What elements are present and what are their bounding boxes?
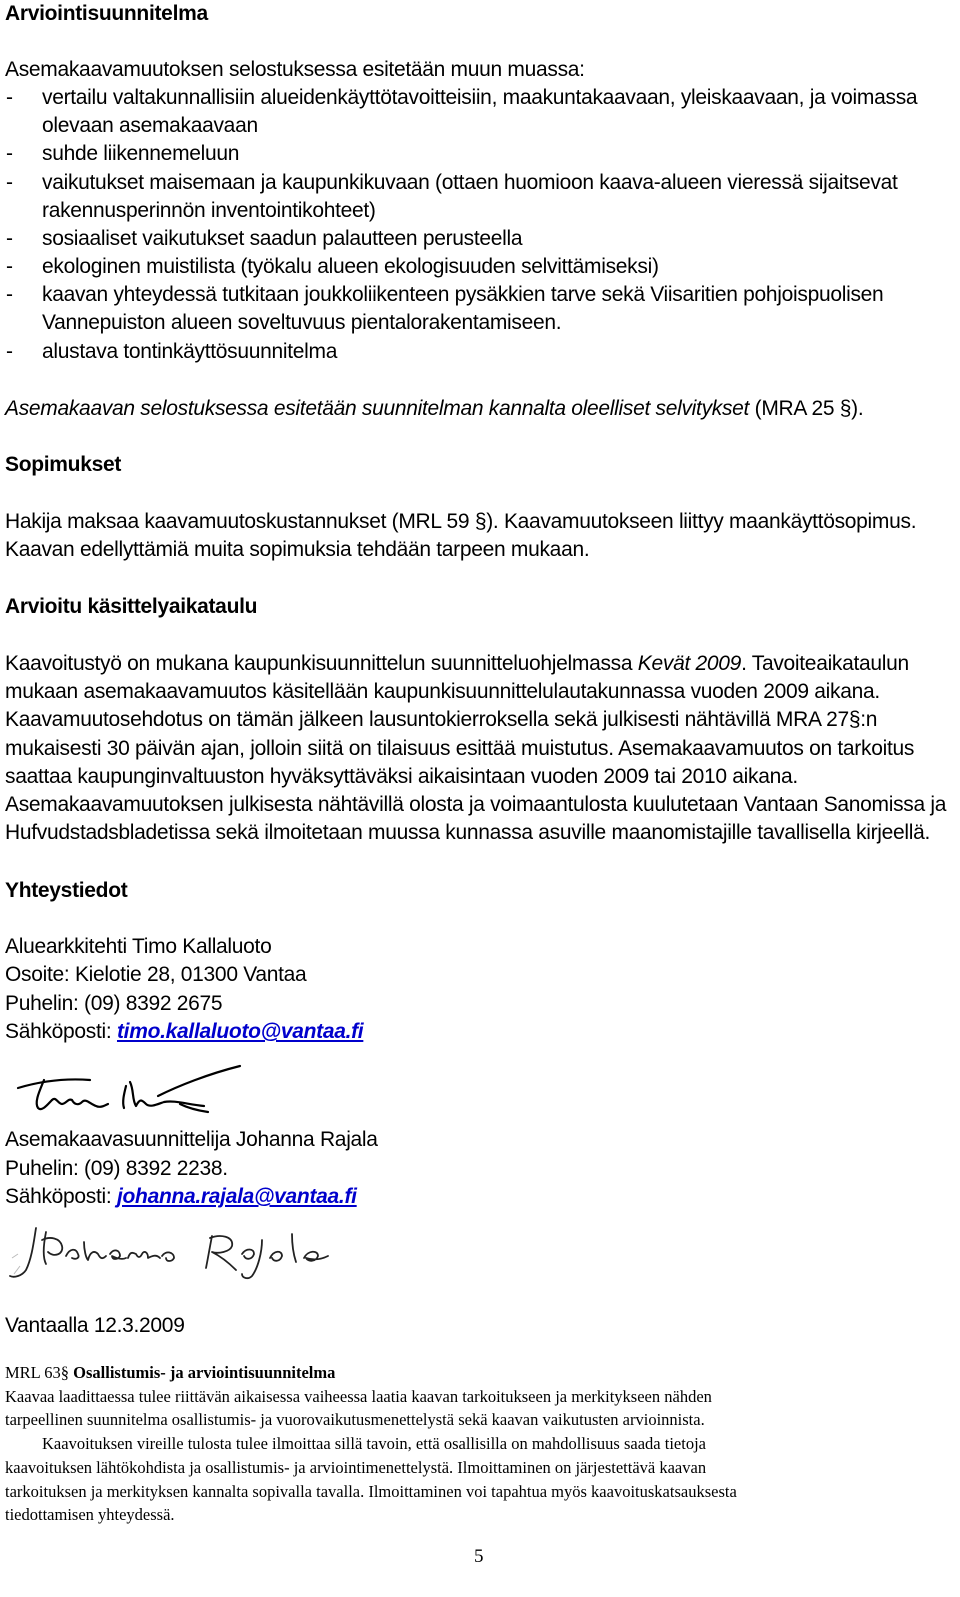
aikataulu-line1-end: . Tavoiteaikataulun	[741, 652, 909, 675]
contact1-phone: Puhelin: (09) 8392 2675	[5, 992, 223, 1015]
bullet-marker: -	[6, 340, 13, 363]
bullet-marker: -	[6, 171, 13, 194]
list-item-text: ekologinen muistilista (työkalu alueen ekologisuuden selvittämiseksi)	[42, 255, 659, 278]
signature-timo-kallaluoto	[8, 1060, 248, 1120]
footnote-reference: MRL 63§	[5, 1363, 74, 1382]
list-item-text: vaikutukset maisemaan ja kaupunkikuvaan (ottaen huomioon kaava-alueen vieressä sijaitsevat	[42, 171, 898, 194]
list-item-text: sosiaaliset vaikutukset saadun palautteen perusteella	[42, 227, 523, 250]
bullet-marker: -	[6, 227, 13, 250]
footnote-line: tarpeellinen suunnitelma osallistumis- ja vuorovaikutusmenettelystä sekä kaavan vaikutusten arvioinnista.	[5, 1410, 705, 1429]
list-item-text: rakennusperinnön inventointikohteet)	[42, 199, 376, 222]
list-item-text: Vannepuiston alueen soveltuvuus pientalorakentamiseen.	[42, 311, 562, 334]
list-item-text: vertailu valtakunnallisiin alueidenkäyttötavoitteisiin, maakuntakaavaan, yleiskaavaan, ja voimassa	[42, 86, 918, 109]
sopimukset-line: Hakija maksaa kaavamuutoskustannukset (MRL 59 §). Kaavamuutokseen liittyy maankäyttösopimus.	[5, 510, 917, 533]
contact2-email-label: Sähköposti:	[5, 1185, 117, 1208]
aikataulu-line: saattaa kaupunginvaltuuston hyväksyttäväksi aikaisintaan vuoden 2009 tai 2010 aikana.	[5, 765, 798, 788]
aikataulu-line	[5, 652, 909, 676]
bullet-marker: -	[6, 142, 13, 165]
bullet-marker: -	[6, 255, 13, 278]
contact1-email-label: Sähköposti:	[5, 1020, 117, 1043]
list-item-text: alustava tontinkäyttösuunnitelma	[42, 340, 338, 363]
aikataulu-line: Asemakaavamuutoksen julkisesta nähtävillä olosta ja voimaantulosta kuulutetaan Vantaan Sanomissa ja	[5, 793, 947, 816]
place-date: Vantaalla 12.3.2009	[5, 1314, 185, 1337]
page-title: Arviointisuunnitelma	[5, 2, 208, 25]
contact1-name: Aluearkkitehti Timo Kallaluoto	[5, 935, 272, 958]
list-item-text: suhde liikennemeluun	[42, 142, 240, 165]
signature-johanna-rajala	[6, 1218, 336, 1284]
contact1-email-row	[5, 1020, 363, 1044]
section-heading-yhteystiedot: Yhteystiedot	[5, 879, 128, 902]
contact2-phone: Puhelin: (09) 8392 2238.	[5, 1157, 228, 1180]
footnote-heading	[5, 1363, 335, 1383]
sopimukset-line: Kaavan edellyttämiä muita sopimuksia tehdään tarpeen mukaan.	[5, 538, 590, 561]
section-heading-sopimukset: Sopimukset	[5, 453, 122, 476]
contact2-email-row	[5, 1185, 357, 1209]
list-item-text: olevaan asemakaavaan	[42, 114, 258, 137]
footnote-line: kaavoituksen lähtökohdista ja osallistumis- ja arviointimenettelystä. Ilmoittaminen on järjestettävä kaavan	[5, 1458, 707, 1477]
page-number: 5	[474, 1546, 484, 1567]
selostus-italic: Asemakaavan selostuksessa esitetään suunnitelman kannalta oleelliset selvitykset	[5, 397, 750, 420]
selostus-paragraph	[5, 397, 863, 421]
contact2-name: Asemakaavasuunnittelija Johanna Rajala	[5, 1128, 378, 1151]
bullet-marker: -	[6, 86, 13, 109]
section-heading-aikataulu: Arvioitu käsittelyaikataulu	[5, 595, 258, 618]
bullet-marker: -	[6, 283, 13, 306]
contact2-email-link[interactable]: johanna.rajala@vantaa.fi	[116, 1185, 357, 1208]
footnote-line: tiedottamisen yhteydessä.	[5, 1505, 175, 1524]
aikataulu-line1-start: Kaavoitustyö on mukana kaupunkisuunnittelun suunnitteluohjelmassa	[5, 652, 638, 675]
list-item-text: kaavan yhteydessä tutkitaan joukkoliikenteen pysäkkien tarve sekä Viisaritien pohjoispuolisen	[42, 283, 884, 306]
selostus-reference: (MRA 25 §).	[749, 397, 864, 420]
footnote-line: Kaavaa laadittaessa tulee riittävän aikaisessa vaiheessa laatia kaavan tarkoitukseen ja merkitykseen nähden	[5, 1387, 712, 1406]
aikataulu-line1-italic: Kevät 2009	[637, 652, 742, 675]
footnote-title: Osallistumis- ja arviointisuunnitelma	[73, 1363, 336, 1382]
footnote-line: Kaavoituksen vireille tulosta tulee ilmoittaa sillä tavoin, että osallisilla on mahdollisuus saada tietoja	[42, 1434, 706, 1453]
intro-text: Asemakaavamuutoksen selostuksessa esitetään muun muassa:	[5, 58, 585, 81]
footnote-line: tarkoituksen ja merkityksen kannalta sopivalla tavalla. Ilmoittaminen voi tapahtua myös kaavoituskatsauksesta	[5, 1482, 737, 1501]
aikataulu-line: mukaisesti 30 päivän ajan, jolloin siitä on tilaisuus esittää muistutus. Asemakaavamuutos on tarkoitus	[5, 737, 915, 760]
contact1-address: Osoite: Kielotie 28, 01300 Vantaa	[5, 963, 307, 986]
aikataulu-line: mukaan asemakaavamuutos käsitellään kaupunkisuunnittelulautakunnassa vuoden 2009 aikana.	[5, 680, 880, 703]
aikataulu-line: Hufvudstadsbladetissa sekä ilmoitetaan muussa kunnassa asuville maanomistajille tavallisella kirjeellä.	[5, 821, 931, 844]
contact1-email-link[interactable]: timo.kallaluoto@vantaa.fi	[116, 1020, 364, 1043]
aikataulu-line: Kaavamuutosehdotus on tämän jälkeen lausuntokierroksella sekä julkisesti nähtävillä MRA 27§:n	[5, 708, 878, 731]
